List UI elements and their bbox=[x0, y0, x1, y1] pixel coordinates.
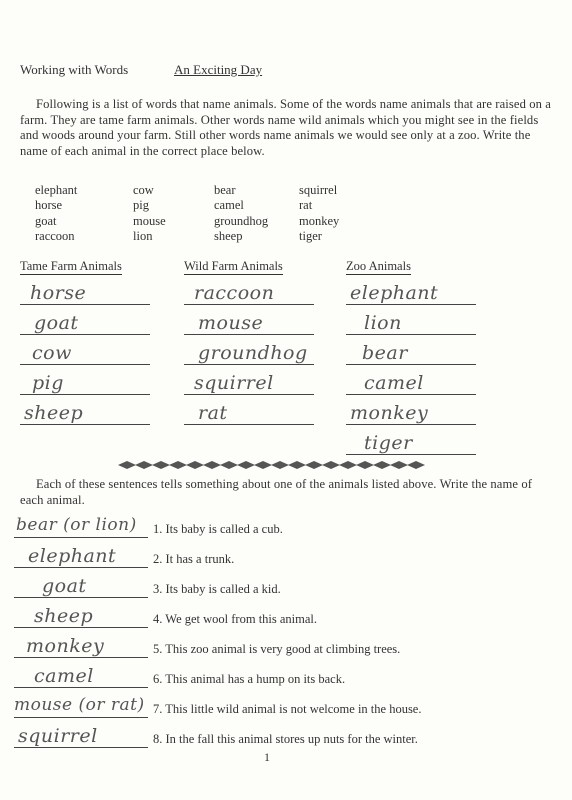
wild-farm-header: Wild Farm Animals bbox=[184, 259, 283, 273]
zoo-answer: lion bbox=[364, 312, 402, 334]
sentence-text: 4. We get wool from this animal. bbox=[153, 612, 318, 626]
answer-line bbox=[346, 424, 476, 425]
sentence-text: 7. This little wild animal is not welcome in the house. bbox=[153, 702, 422, 716]
answer-line bbox=[184, 394, 314, 395]
wild-answer: groundhog bbox=[198, 342, 308, 364]
answer-line bbox=[14, 687, 148, 688]
tame-answer: goat bbox=[34, 312, 79, 334]
sentence-answer: mouse (or rat) bbox=[14, 695, 145, 715]
wild-answer: raccoon bbox=[194, 282, 275, 304]
word-list-item: camel bbox=[214, 198, 244, 213]
answer-line bbox=[14, 597, 148, 598]
answer-line bbox=[20, 394, 150, 395]
word-list-item: raccoon bbox=[35, 229, 75, 244]
zoo-answer: camel bbox=[364, 372, 424, 394]
word-list-column-4 bbox=[299, 183, 339, 245]
tame-answer: cow bbox=[32, 342, 72, 364]
word-list-item: cow bbox=[133, 183, 154, 197]
diamond-divider bbox=[118, 460, 430, 470]
answer-line bbox=[346, 304, 476, 305]
word-list-item: groundhog bbox=[214, 213, 269, 228]
wild-answer: squirrel bbox=[194, 372, 274, 394]
zoo-answer: elephant bbox=[350, 282, 439, 304]
word-list-item: tiger bbox=[299, 229, 322, 244]
sentence-answer: squirrel bbox=[18, 725, 98, 747]
word-list-item: bear bbox=[214, 183, 236, 197]
tame-answer: horse bbox=[30, 282, 87, 304]
tame-answer: pig bbox=[32, 372, 64, 394]
answer-line bbox=[20, 304, 150, 305]
sentence-text: 3. Its baby is called a kid. bbox=[153, 582, 281, 596]
answer-line bbox=[346, 364, 476, 365]
intro-paragraph: Following is a list of words that name animals. Some of the words name animals that are raised on a farm. They are tame farm animals. Other words name wild animals which you might see in the fields and woods around your farm. Still other words name animals we would see only at a zoo. Write the name of each animal in the correct place below. bbox=[20, 97, 551, 158]
tame-farm-header: Tame Farm Animals bbox=[20, 259, 122, 273]
answer-line bbox=[346, 394, 476, 395]
wild-answer: rat bbox=[198, 402, 228, 424]
answer-line bbox=[14, 747, 148, 748]
answer-line bbox=[20, 364, 150, 365]
word-list-item: elephant bbox=[35, 183, 78, 197]
wild-answer: mouse bbox=[198, 312, 264, 334]
sentence-answer: goat bbox=[42, 575, 87, 597]
page-number: 1 bbox=[264, 750, 270, 764]
answer-line bbox=[14, 627, 148, 628]
sentence-answer: sheep bbox=[34, 605, 94, 627]
answer-line bbox=[184, 304, 314, 305]
worksheet-title: Working with Words bbox=[20, 62, 129, 77]
word-list-item: sheep bbox=[214, 229, 243, 244]
sentence-text: 1. Its baby is called a cub. bbox=[153, 522, 283, 536]
word-list-item: pig bbox=[133, 198, 149, 213]
word-list-item: mouse bbox=[133, 213, 166, 228]
word-list-item: squirrel bbox=[299, 183, 338, 197]
sentence-text: 5. This zoo animal is very good at climbing trees. bbox=[153, 642, 401, 656]
zoo-answer: bear bbox=[362, 342, 408, 364]
word-list-column-2 bbox=[133, 183, 166, 245]
tame-answer: sheep bbox=[24, 402, 84, 424]
word-list-item: goat bbox=[35, 213, 57, 228]
sentence-answer: bear (or lion) bbox=[16, 515, 137, 535]
lesson-subtitle: An Exciting Day bbox=[174, 62, 263, 77]
sentence-text: 8. In the fall this animal stores up nuts for the winter. bbox=[153, 732, 418, 746]
answer-line bbox=[184, 364, 314, 365]
answer-line bbox=[14, 537, 148, 538]
answer-line bbox=[20, 334, 150, 335]
word-list-item: horse bbox=[35, 198, 63, 213]
answer-line bbox=[346, 454, 476, 455]
sentence-answer: camel bbox=[34, 665, 94, 687]
word-list-column-3 bbox=[214, 183, 268, 245]
word-list-item: lion bbox=[133, 229, 153, 244]
word-list-column-1 bbox=[35, 183, 77, 245]
sentence-text: 6. This animal has a hump on its back. bbox=[153, 672, 346, 686]
sentence-answer: monkey bbox=[26, 635, 105, 657]
answer-line bbox=[346, 334, 476, 335]
answer-line bbox=[184, 334, 314, 335]
section2-intro: Each of these sentences tells something about one of the animals listed above. Write the name of each animal. bbox=[20, 477, 533, 507]
sentence-text: 2. It has a trunk. bbox=[153, 552, 235, 566]
word-list-item: monkey bbox=[299, 213, 340, 228]
zoo-header: Zoo Animals bbox=[346, 259, 411, 273]
answer-line bbox=[184, 424, 314, 425]
sentence-answer: elephant bbox=[28, 545, 117, 567]
answer-line bbox=[14, 717, 148, 718]
zoo-answer: tiger bbox=[364, 432, 413, 454]
zoo-answer: monkey bbox=[350, 402, 429, 424]
answer-line bbox=[14, 657, 148, 658]
word-list-item: rat bbox=[299, 198, 313, 213]
answer-line bbox=[14, 567, 148, 568]
answer-line bbox=[20, 424, 150, 425]
